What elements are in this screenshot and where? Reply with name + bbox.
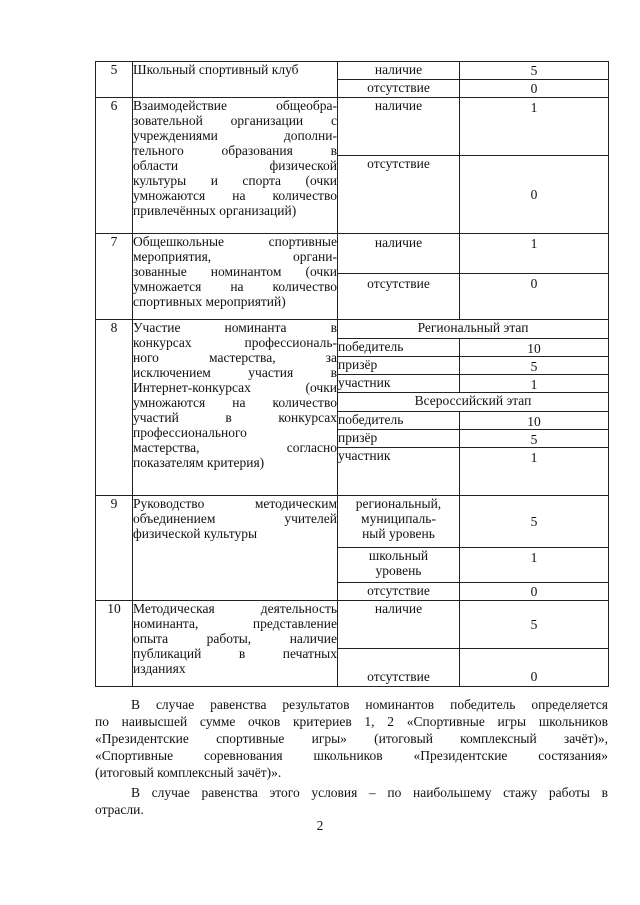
description-line: изданиях [133, 661, 186, 676]
description-line: физической культуры [133, 526, 258, 541]
score-value: 1 [460, 375, 609, 393]
regional-stage-header: Региональный этап [338, 320, 609, 339]
score-value: 1 [460, 234, 609, 274]
description-line: показателям критерия) [133, 455, 265, 470]
description-line: публикаций в печатных [133, 646, 337, 661]
indicator-label: участник [338, 375, 460, 393]
description-line: зовательной организации с [133, 113, 337, 128]
row-number: 7 [96, 234, 133, 320]
description-line: Взаимодействие общеобра- [133, 98, 337, 113]
indicator-label [338, 548, 460, 583]
table-row [96, 98, 609, 156]
indicator-label [338, 496, 460, 548]
description-line: участий в конкурсах [133, 410, 337, 425]
row-number: 5 [96, 62, 133, 98]
score-value: 10 [460, 412, 609, 430]
description-line: конкурсах профессиональ- [133, 335, 337, 350]
score-value: 5 [460, 430, 609, 448]
description-line: номинанта, представление [133, 616, 337, 631]
table-row [96, 320, 609, 339]
indicator-label: победитель [338, 412, 460, 430]
description-line: ного мастерства, за [133, 350, 337, 365]
score-value: 1 [460, 548, 609, 583]
indicator-label: отсутствие [338, 274, 460, 320]
indicator-label: победитель [338, 339, 460, 357]
score-value: 0 [460, 156, 609, 234]
label-line: региональный, [355, 496, 442, 511]
label-line: муниципаль- [361, 511, 436, 526]
paragraph-line: В случае равенства этого условия – по наибольшему стажу работы в [131, 785, 608, 800]
indicator-label: участник [338, 448, 460, 496]
score-value: 5 [460, 496, 609, 548]
table-row [96, 234, 609, 274]
description-line: учреждениями дополни- [133, 128, 337, 143]
description-line: умножаются на количество [133, 188, 337, 203]
row-number: 8 [96, 320, 133, 496]
score-value: 1 [460, 448, 609, 496]
criterion-description [133, 601, 338, 687]
indicator-label: отсутствие [338, 583, 460, 601]
description-line: профессионального [133, 425, 247, 440]
label-line: школьный [368, 548, 429, 563]
indicator-label: отсутствие [338, 80, 460, 98]
description-line: Руководство методическим [133, 496, 337, 511]
criterion-description [133, 98, 338, 234]
row-number: 10 [96, 601, 133, 687]
table-row [96, 601, 609, 649]
page-number: 2 [316, 818, 324, 833]
description-line: области физической [133, 158, 337, 173]
description-line: опыта работы, наличие [133, 631, 337, 646]
description-line: умножаются на количество [133, 395, 337, 410]
indicator-label: отсутствие [338, 649, 460, 687]
table-row [96, 62, 609, 80]
indicator-label: наличие [338, 234, 460, 274]
paragraph-line: по наивысшей сумме очков критериев 1, 2 «Спортивные игры школьников [95, 714, 608, 729]
score-value: 1 [460, 98, 609, 156]
description-line: Участие номинанта в [133, 320, 337, 335]
paragraph-line: отрасли. [95, 802, 144, 817]
indicator-label: наличие [338, 62, 460, 80]
indicator-label: наличие [338, 601, 460, 649]
description-line: привлечённых организаций) [133, 203, 297, 218]
tie-break-paragraph-1 [95, 696, 608, 781]
score-value: 0 [460, 80, 609, 98]
description-line: спортивных мероприятий) [133, 294, 286, 309]
description-line: Школьный спортивный клуб [133, 62, 299, 77]
description-line: культуры и спорта (очки [133, 173, 337, 188]
score-value: 0 [460, 649, 609, 687]
score-value: 5 [460, 357, 609, 375]
score-value: 5 [460, 62, 609, 80]
criteria-table [95, 61, 609, 687]
paragraph-line: (итоговый комплексный зачёт)». [95, 765, 282, 780]
paragraph-line: «Президентские спортивные игры» (итоговый комплексный зачёт)», [95, 731, 608, 746]
tie-break-paragraph-2 [95, 784, 608, 818]
criterion-description [133, 234, 338, 320]
criterion-description [133, 496, 338, 601]
score-value: 0 [460, 583, 609, 601]
description-line: зованные номинантом (очки [133, 264, 337, 279]
criterion-description [133, 320, 338, 496]
label-line: ный уровень [362, 526, 435, 541]
row-number: 6 [96, 98, 133, 234]
indicator-label: призёр [338, 430, 460, 448]
indicator-label: наличие [338, 98, 460, 156]
description-line: мастерства, согласно [133, 440, 337, 455]
federal-stage-header: Всероссийский этап [338, 393, 609, 412]
table-row [96, 496, 609, 548]
indicator-label: отсутствие [338, 156, 460, 234]
label-line: уровень [375, 563, 422, 578]
row-number: 9 [96, 496, 133, 601]
paragraph-line: В случае равенства результатов номинантов победитель определяется [131, 697, 608, 712]
description-line: Интернет-конкурсах (очки [133, 380, 337, 395]
criterion-description [133, 62, 338, 98]
score-value: 10 [460, 339, 609, 357]
description-line: мероприятия, органи- [133, 249, 337, 264]
indicator-label: призёр [338, 357, 460, 375]
description-line: объединением учителей [133, 511, 337, 526]
score-value: 5 [460, 601, 609, 649]
score-value: 0 [460, 274, 609, 320]
paragraph-line: «Спортивные соревнования школьников «Президентские состязания» [95, 748, 608, 763]
description-line: умножается на количество [133, 279, 337, 294]
description-line: Общешкольные спортивные [133, 234, 337, 249]
description-line: тельного образования в [133, 143, 337, 158]
description-line: исключением участия в [133, 365, 337, 380]
description-line: Методическая деятельность [133, 601, 337, 616]
